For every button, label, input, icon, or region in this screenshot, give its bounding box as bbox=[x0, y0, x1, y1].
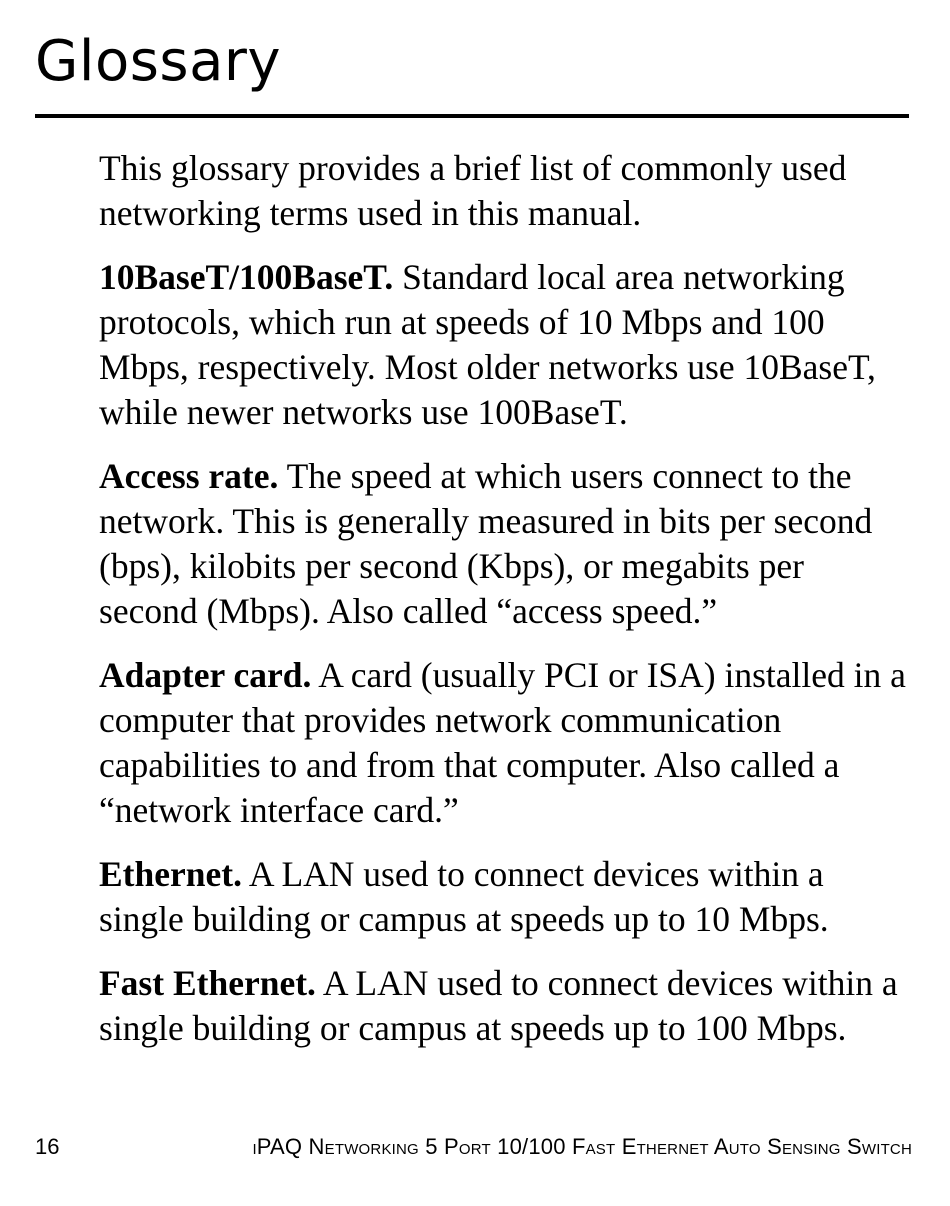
glossary-definition: A LAN used to connect devices within a single building or campus at speeds up to 100 Mbps. bbox=[99, 963, 898, 1048]
glossary-definition: A LAN used to connect devices within a single building or campus at speeds up to 10 Mbps. bbox=[99, 854, 829, 939]
glossary-term: Adapter card. bbox=[99, 655, 312, 695]
glossary-entry bbox=[99, 255, 911, 435]
glossary-entry bbox=[99, 961, 911, 1051]
glossary-term: 10BaseT/100BaseT. bbox=[99, 257, 394, 297]
glossary-content bbox=[99, 146, 911, 1070]
glossary-entry bbox=[99, 852, 911, 942]
page-title: Glossary bbox=[35, 29, 282, 94]
glossary-definition: A card (usually PCI or ISA) installed in a computer that provides network communication capabilities to and from that computer. Also called a “network interface card.” bbox=[99, 655, 906, 830]
glossary-entry bbox=[99, 454, 911, 634]
running-title: iPAQ Networking 5 Port 10/100 Fast Ethernet Auto Sensing Switch bbox=[252, 1134, 912, 1159]
glossary-definition: Standard local area networking protocols, which run at speeds of 10 Mbps and 100 Mbps, respectively. Most older networks use 10BaseT, while newer networks use 100BaseT. bbox=[99, 257, 876, 432]
glossary-definition: The speed at which users connect to the network. This is generally measured in bits per second (bps), kilobits per second (Kbps), or megabits per second (Mbps). Also called “access speed.” bbox=[99, 456, 873, 631]
glossary-term: Fast Ethernet. bbox=[99, 963, 316, 1003]
glossary-term: Access rate. bbox=[99, 456, 279, 496]
title-divider bbox=[35, 114, 909, 118]
intro-paragraph: This glossary provides a brief list of commonly used networking terms used in this manual. bbox=[99, 148, 847, 233]
page-number: 16 bbox=[35, 1134, 60, 1159]
glossary-term: Ethernet. bbox=[99, 854, 242, 894]
page-footer bbox=[35, 1132, 912, 1162]
glossary-entry bbox=[99, 653, 911, 833]
